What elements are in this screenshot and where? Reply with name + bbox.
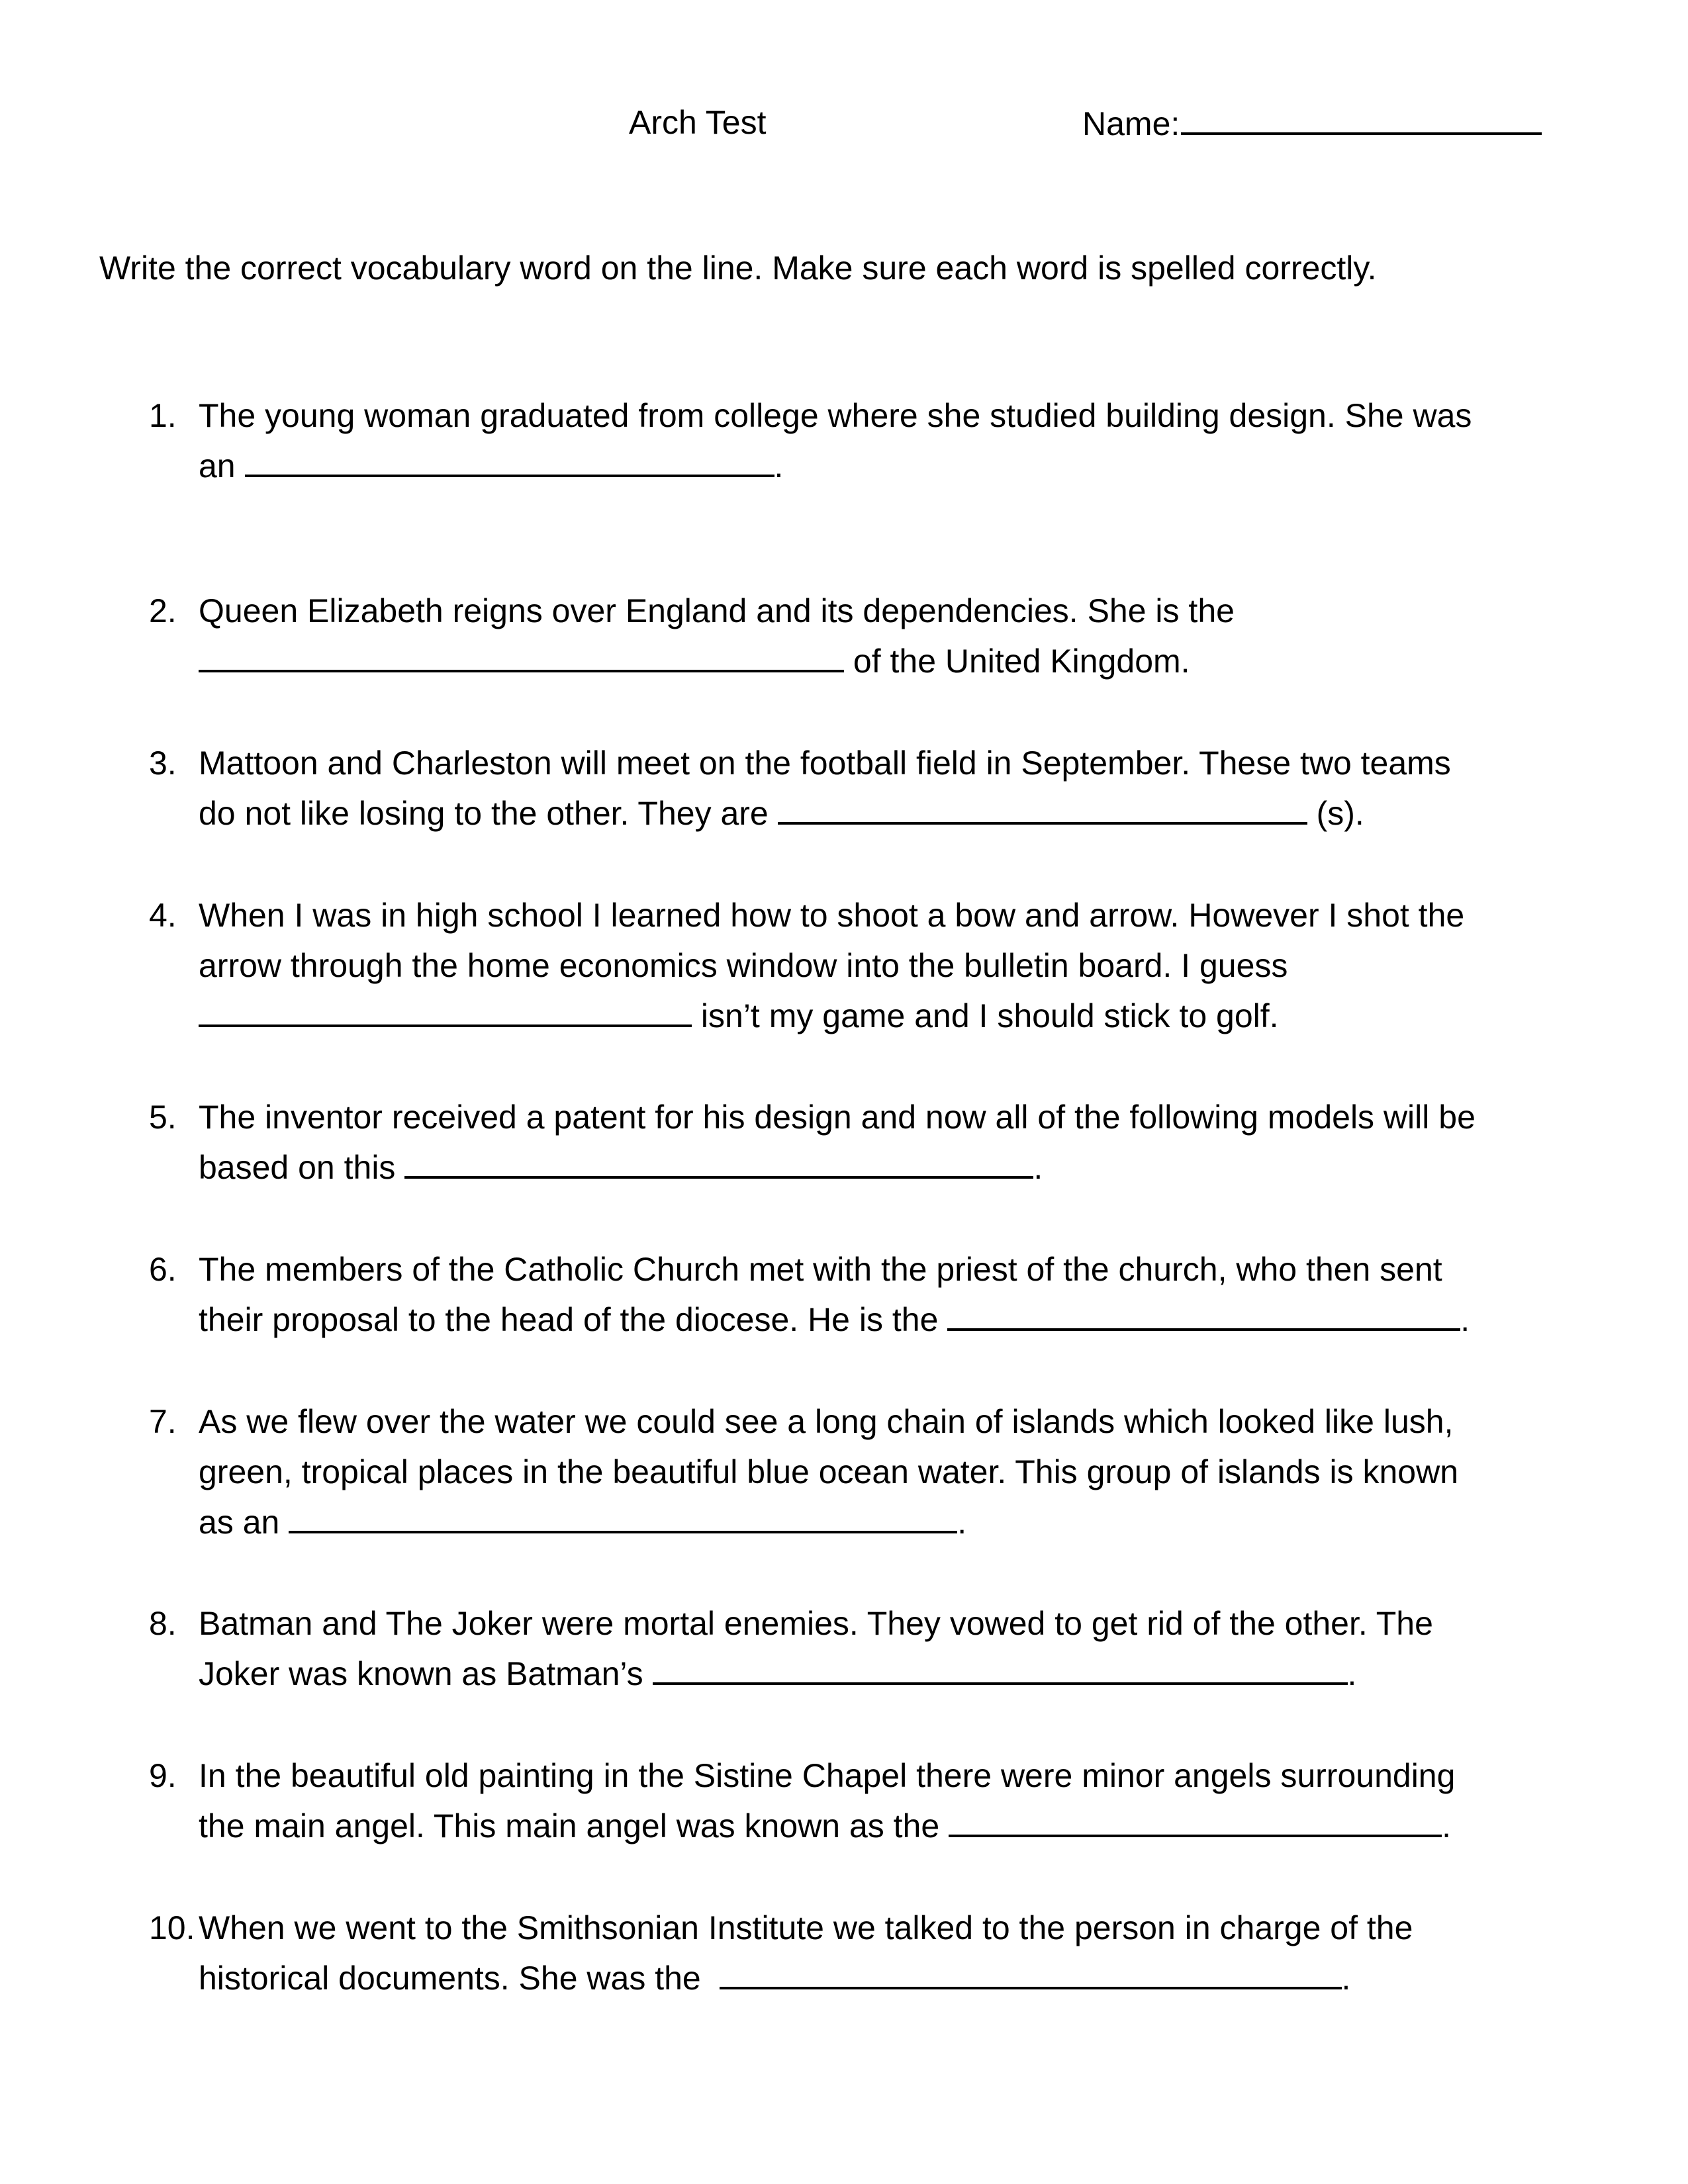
question-number: 2. [149, 592, 177, 629]
question-number: 8. [149, 1605, 177, 1642]
question-text-after-blank: . [1442, 1807, 1451, 1844]
question-text-line: When we went to the Smithsonian Institute we talked to the person in charge of the [199, 1909, 1413, 1946]
question-4 [149, 890, 1605, 1041]
question-text-line: In the beautiful old painting in the Sistine Chapel there were minor angels surrounding [199, 1757, 1456, 1794]
question-text-line: arrow through the home economics window into the bulletin board. I guess [199, 947, 1288, 984]
question-text-after-blank: . [1033, 1149, 1043, 1186]
question-text-after-blank: . [957, 1504, 967, 1541]
question-text-before-blank: their proposal to the head of the diocese. He is the [199, 1301, 939, 1338]
question-text-before-blank: Joker was known as Batman’s [199, 1655, 643, 1692]
answer-blank[interactable] [289, 1498, 957, 1533]
answer-blank[interactable] [778, 789, 1307, 825]
question-1 [149, 390, 1605, 491]
question-text-before-blank: based on this [199, 1149, 396, 1186]
question-text-after-blank: isn’t my game and I should stick to golf. [700, 997, 1279, 1034]
question-text-after-blank: of the United Kingdom. [853, 643, 1190, 680]
question-3 [149, 738, 1605, 839]
question-text-line: Mattoon and Charleston will meet on the football field in September. These two teams [199, 745, 1451, 782]
question-8 [149, 1598, 1605, 1699]
name-field[interactable] [1082, 99, 1542, 147]
answer-blank[interactable] [199, 637, 844, 672]
question-2 [149, 586, 1605, 686]
question-text-after-blank: . [774, 447, 784, 484]
question-text-before-blank: an [199, 447, 236, 484]
question-number: 6. [149, 1251, 177, 1288]
question-text-line: The young woman graduated from college where she studied building design. She was [199, 397, 1472, 434]
question-text-line: When I was in high school I learned how to shoot a bow and arrow. However I shot the [199, 897, 1465, 934]
answer-blank[interactable] [720, 1954, 1342, 1989]
answer-blank[interactable] [404, 1143, 1033, 1179]
question-text-before-blank: the main angel. This main angel was known as the [199, 1807, 940, 1844]
question-text-line: The members of the Catholic Church met with the priest of the church, who then sent [199, 1251, 1442, 1288]
question-number: 4. [149, 897, 177, 934]
question-number: 5. [149, 1099, 177, 1136]
question-text-line: As we flew over the water we could see a long chain of islands which looked like lush, [199, 1403, 1454, 1440]
answer-blank[interactable] [949, 1801, 1442, 1837]
question-text-line: The inventor received a patent for his design and now all of the following models will be [199, 1099, 1476, 1136]
answer-blank[interactable] [199, 991, 692, 1027]
question-7 [149, 1396, 1605, 1547]
answer-blank[interactable] [947, 1295, 1460, 1331]
question-text-after-blank: (s). [1316, 795, 1364, 832]
question-text-line: Batman and The Joker were mortal enemies. They vowed to get rid of the other. The [199, 1605, 1433, 1642]
question-text-line: green, tropical places in the beautiful blue ocean water. This group of islands is known [199, 1453, 1459, 1490]
instructions: Write the correct vocabulary word on the line. Make sure each word is spelled correctly. [99, 250, 1377, 287]
question-number: 3. [149, 745, 177, 782]
question-number: 7. [149, 1403, 177, 1440]
answer-blank[interactable] [653, 1649, 1348, 1685]
question-6 [149, 1244, 1605, 1345]
question-10 [149, 1903, 1605, 2003]
question-text-before-blank: do not like losing to the other. They are [199, 795, 769, 832]
question-5 [149, 1092, 1605, 1193]
question-number: 10. [149, 1909, 195, 1946]
answer-blank[interactable] [245, 441, 774, 477]
question-text-after-blank: . [1341, 1960, 1351, 1997]
question-9 [149, 1751, 1605, 1851]
question-number: 9. [149, 1757, 177, 1794]
question-text-line: Queen Elizabeth reigns over England and its dependencies. She is the [199, 592, 1235, 629]
page-title: Arch Test [629, 104, 767, 141]
name-answer-line[interactable] [1181, 99, 1542, 135]
question-text-after-blank: . [1460, 1301, 1470, 1338]
question-text-before-blank: as an [199, 1504, 280, 1541]
question-number: 1. [149, 397, 177, 434]
question-text-before-blank: historical documents. She was the [199, 1960, 701, 1997]
name-label: Name: [1082, 105, 1180, 142]
question-text-after-blank: . [1347, 1655, 1357, 1692]
